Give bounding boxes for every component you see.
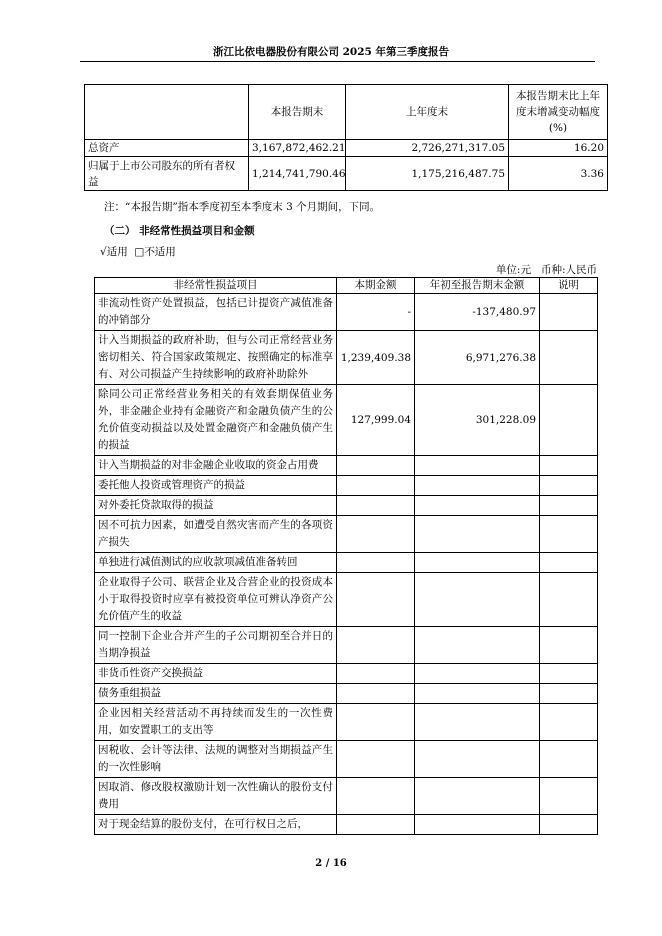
table-row (85, 157, 608, 191)
note-cell (540, 456, 598, 476)
table-row (95, 815, 598, 835)
note-cell (540, 294, 598, 331)
header-cell: 上年度末 (346, 85, 509, 140)
item-cell: 因取消、修改股权激励计划一次性确认的股份支付费用 (95, 778, 337, 815)
current-amount (337, 704, 415, 741)
item-cell: 单独进行减值测试的应收款项减值准备转回 (95, 553, 337, 573)
table-row (95, 331, 598, 385)
ytd-amount (415, 573, 540, 627)
header-cell: 非经常性损益项目 (95, 278, 337, 294)
section-title: （二） 非经常性损益项目和金额 (104, 225, 255, 237)
table-note: 注：“本报告期”指本季度初至本季度末 3 个月期间，下同。 (104, 201, 381, 213)
cell-value: 1,175,216,487.75 (346, 157, 509, 191)
ytd-amount (415, 741, 540, 778)
current-amount (337, 553, 415, 573)
current-amount (337, 476, 415, 496)
table-row (95, 627, 598, 664)
note-cell (540, 778, 598, 815)
current-amount: - (337, 294, 415, 331)
ytd-amount: 6,971,276.38 (415, 331, 540, 385)
current-amount (337, 627, 415, 664)
current-amount: 127,999.04 (337, 385, 415, 456)
header-cell: 说明 (540, 278, 598, 294)
header-cell: 年初至报告期末金额 (415, 278, 540, 294)
note-cell (540, 664, 598, 684)
item-cell: 因税收、会计等法律、法规的调整对当期损益产生的一次性影响 (95, 741, 337, 778)
page-number: 2 / 16 (315, 858, 347, 869)
current-amount (337, 741, 415, 778)
note-cell (540, 385, 598, 456)
row-label: 归属于上市公司股东的所有者权益 (85, 157, 249, 191)
ytd-amount (415, 778, 540, 815)
table-row (95, 553, 598, 573)
table-row (95, 573, 598, 627)
ytd-amount (415, 456, 540, 476)
ytd-amount (415, 627, 540, 664)
item-cell: 计入当期损益的对非金融企业收取的资金占用费 (95, 456, 337, 476)
current-amount (337, 573, 415, 627)
item-cell: 对外委托贷款取得的损益 (95, 496, 337, 516)
item-cell: 除同公司正常经营业务相关的有效套期保值业务外，非金融企业持有金融资产和金融负债产生的公允价值变动损益以及处置金融资产和金融负债产生的损益 (95, 385, 337, 456)
non-recurring-table (94, 277, 598, 835)
note-cell (540, 815, 598, 835)
table-row (95, 664, 598, 684)
table-row (95, 741, 598, 778)
ytd-amount (415, 496, 540, 516)
table-row (95, 516, 598, 553)
note-cell (540, 553, 598, 573)
current-amount (337, 684, 415, 704)
item-cell: 企业取得子公司、联营企业及合营企业的投资成本小于取得投资时应享有被投资单位可辨认净资产公允价值产生的收益 (95, 573, 337, 627)
header-cell: 本期金额 (337, 278, 415, 294)
ytd-amount (415, 664, 540, 684)
item-cell: 非货币性资产交换损益 (95, 664, 337, 684)
item-cell: 对于现金结算的股份支付，在可行权日之后， (95, 815, 337, 835)
ytd-amount (415, 476, 540, 496)
note-cell (540, 704, 598, 741)
page-header: 浙江比依电器股份有限公司 2025 年第三季度报告 (212, 46, 450, 58)
note-cell (540, 476, 598, 496)
ytd-amount (415, 553, 540, 573)
table-row (95, 684, 598, 704)
item-cell: 企业因相关经营活动不再持续而发生的一次性费用，如安置职工的支出等 (95, 704, 337, 741)
note-cell (540, 684, 598, 704)
cell-value: 2,726,271,317.05 (346, 140, 509, 157)
table-row (95, 456, 598, 476)
cell-value: 3.36 (509, 157, 608, 191)
ytd-amount (415, 684, 540, 704)
cell-value: 1,214,741,790.46 (249, 157, 346, 191)
applicable-label: 适用 (106, 246, 128, 258)
table-row (95, 778, 598, 815)
header-cell (85, 85, 249, 140)
applicability-options (100, 244, 176, 259)
table-row (95, 476, 598, 496)
header-cell: 本报告期末比上年度末增减变动幅度(%) (509, 85, 608, 140)
row-label: 总资产 (85, 140, 249, 157)
table-row (95, 704, 598, 741)
item-cell: 债务重组损益 (95, 684, 337, 704)
cell-value: 3,167,872,462.21 (249, 140, 346, 157)
item-cell: 委托他人投资或管理资产的损益 (95, 476, 337, 496)
table-row (85, 140, 608, 157)
cell-value: 16.20 (509, 140, 608, 157)
header-cell: 本报告期末 (249, 85, 346, 140)
checkbox-icon: □ (134, 246, 145, 258)
balance-table (84, 84, 608, 191)
header-rule (80, 61, 595, 62)
item-cell: 同一控制下企业合并产生的子公司期初至合并日的当期净损益 (95, 627, 337, 664)
current-amount: 1,239,409.38 (337, 331, 415, 385)
item-cell: 非流动性资产处置损益，包括已计提资产减值准备的冲销部分 (95, 294, 337, 331)
ytd-amount: -137,480.97 (415, 294, 540, 331)
current-amount (337, 815, 415, 835)
ytd-amount (415, 516, 540, 553)
ytd-amount (415, 704, 540, 741)
table-row (95, 385, 598, 456)
note-cell (540, 627, 598, 664)
not-applicable-label: 不适用 (144, 246, 176, 258)
note-cell (540, 496, 598, 516)
current-amount (337, 778, 415, 815)
note-cell (540, 573, 598, 627)
note-cell (540, 741, 598, 778)
item-cell: 因不可抗力因素，如遭受自然灾害而产生的各项资产损失 (95, 516, 337, 553)
current-amount (337, 516, 415, 553)
current-amount (337, 456, 415, 476)
note-cell (540, 331, 598, 385)
note-cell (540, 516, 598, 553)
table-row (95, 294, 598, 331)
ytd-amount (415, 815, 540, 835)
table-header-row (95, 278, 598, 294)
item-cell: 计入当期损益的政府补助，但与公司正常经营业务密切相关、符合国家政策规定、按照确定的标准享有、对公司损益产生持续影响的政府补助除外 (95, 331, 337, 385)
current-amount (337, 496, 415, 516)
check-icon: √ (100, 246, 107, 258)
table-row (95, 496, 598, 516)
current-amount (337, 664, 415, 684)
unit-label: 单位:元 币种:人民币 (495, 264, 597, 276)
table-header-row (85, 85, 608, 140)
ytd-amount: 301,228.09 (415, 385, 540, 456)
